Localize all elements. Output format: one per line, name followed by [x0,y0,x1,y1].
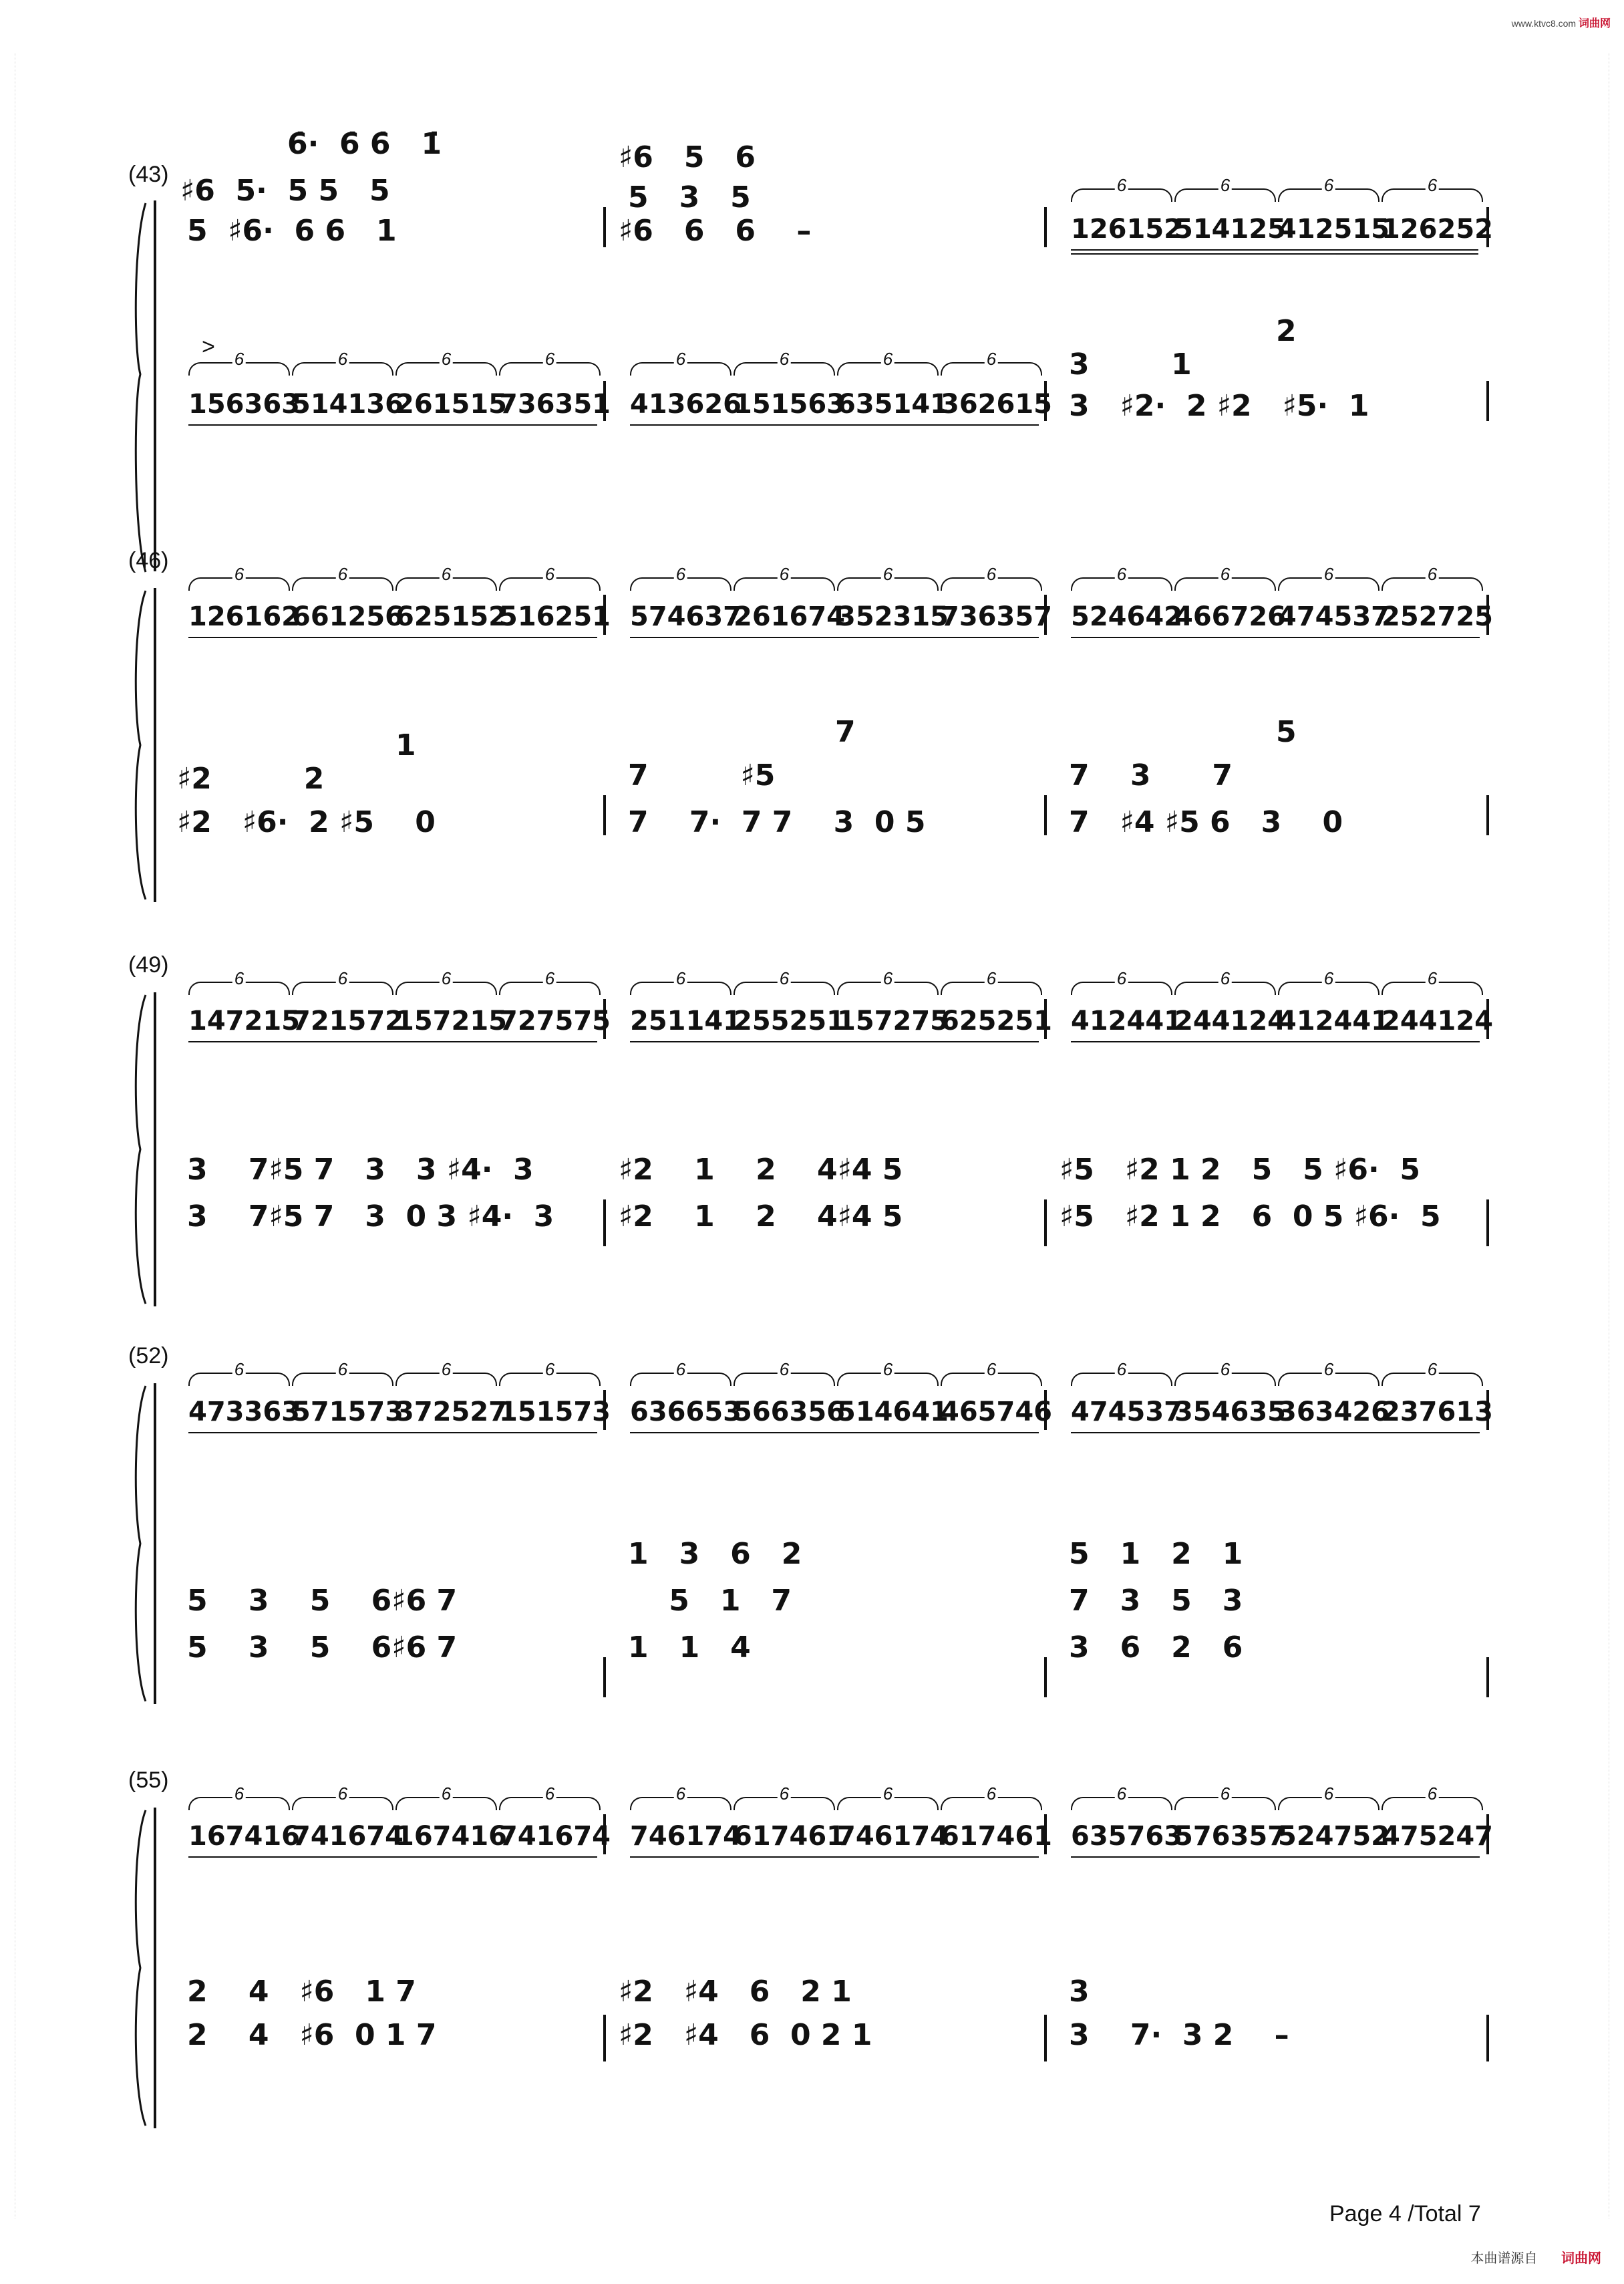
beam [188,1432,597,1433]
barline [603,1199,606,1246]
sextuplet-bracket: 6 [188,577,290,591]
sixteenth-group: 721572 [292,1006,403,1036]
sixteenth-group: 255251 [734,1006,845,1036]
sextuplet-bracket: 6 [1174,1797,1276,1810]
sextuplet-bracket: 6 [1382,982,1483,995]
barline [1044,207,1047,247]
sixteenth-group: 736351 [499,389,611,420]
sextuplet-bracket: 6 [1174,982,1276,995]
sextuplet-bracket: 6 [837,1797,939,1810]
chord-top: ♯5 ♯2 1 2 5 5 ♯6· 5 [1060,1153,1420,1187]
chord-bottom: 5 3 5 6♯6 7 [187,1630,458,1665]
chord-bottom: ♯2 1 2 4♯4 5 [619,1199,903,1234]
sixteenth-group: 625152 [395,601,507,632]
sixteenth-group: 746174 [630,1821,742,1852]
sextuplet-bracket: 6 [1071,188,1172,202]
sixteenth-group: 514641 [837,1397,949,1427]
beam [1071,637,1480,638]
chord-bottom: ♯2 ♯4 6 0 2 1 [619,2018,872,2052]
chord-bottom: 7 7· 7 7 3 0 5 [628,805,926,839]
sixteenth-group: 261515 [395,389,507,420]
sextuplet-bracket: 6 [630,577,732,591]
beam [188,1041,597,1042]
system-line [154,992,156,1306]
sixteenth-group: 352315 [837,601,949,632]
sextuplet-bracket: 6 [188,1373,290,1386]
sextuplet-bracket: 6 [630,982,732,995]
sixteenth-group: 746174 [837,1821,949,1852]
sixteenth-group: 524642 [1071,601,1182,632]
chord-top: 5 3 5 6♯6 7 [187,1584,458,1618]
sixteenth-group: 514136 [292,389,403,420]
sixteenth-group: 741674 [499,1821,611,1852]
site-footer-source: 本曲谱源自 [1470,2251,1538,2266]
sextuplet-bracket: 6 [292,362,393,376]
beam [630,424,1039,426]
sextuplet-bracket: 6 [1278,982,1379,995]
sixteenth-group: 635763 [1071,1821,1182,1852]
brace [131,1383,148,1704]
barline [1044,1199,1047,1246]
beam [630,1856,1039,1858]
site-footer [1470,2247,1601,2267]
sixteenth-group: 571573 [292,1397,403,1427]
upper-row-2: ♯6 5· 5 5 5 [180,174,390,208]
sextuplet-bracket: 6 [395,1797,497,1810]
chord-bottom: 3 7· 3 2 – [1069,2018,1289,2052]
arpeggio-top: 1 3 6 2 [628,1537,802,1571]
sixteenth-group: 167416 [188,1821,300,1852]
arpeggio-top: 5 1 2 1 [1069,1537,1243,1571]
chord-top: ♯2 ♯4 6 2 1 [619,1975,852,2009]
measure-number: (43) [128,162,169,187]
sextuplet-bracket: 6 [837,1373,939,1386]
sixteenth-group: 363426 [1278,1397,1390,1427]
sixteenth-group: 617461 [734,1821,845,1852]
beam [1071,1041,1480,1042]
measure-number: (52) [128,1343,169,1369]
arpeggio-bottom: 3 6 2 6 [1069,1630,1243,1665]
barline [1044,1657,1047,1697]
sixteenth-group: 412441 [1278,1006,1390,1036]
sixteenth-group: 741674 [292,1821,403,1852]
sextuplet-bracket: 6 [1382,1373,1483,1386]
sixteenth-group: 465746 [941,1397,1052,1427]
sextuplet-bracket: 6 [734,362,835,376]
chord-mid: 7 ♯5 [628,758,776,793]
barline [1044,795,1047,835]
chord-top: 3 [1069,1975,1090,2009]
sixteenth-group: 617461 [941,1821,1052,1852]
sixteenth-group: 473363 [188,1397,300,1427]
sixteenth-group: 516251 [499,601,611,632]
sixteenth-group: 362615 [941,389,1052,420]
sextuplet-bracket: 6 [1174,577,1276,591]
sixteenth-group: 625251 [941,1006,1052,1036]
sextuplet-bracket: 6 [734,982,835,995]
sextuplet-bracket: 6 [395,577,497,591]
brace [131,1808,148,2128]
chord-bottom: 3 7♯5 7 3 0 3 ♯4· 3 [187,1199,554,1234]
sixteenth-group: 636653 [630,1397,742,1427]
beam [630,1432,1039,1433]
beam [1071,253,1478,255]
sextuplet-bracket: 6 [292,1797,393,1810]
barline [603,207,606,247]
sextuplet-bracket: 6 [941,1373,1042,1386]
sixteenth-group: 147215 [188,1006,300,1036]
beam [1071,1432,1480,1433]
chord-bottom: ♯5 ♯2 1 2 6 0 5 ♯6· 5 [1060,1199,1441,1234]
sextuplet-bracket: 6 [1278,188,1379,202]
m2-row-1: ♯6 5 6 [619,140,756,174]
system-line [154,1383,156,1704]
sixteenth-group: 412515 [1278,214,1390,245]
sixteenth-group: 576357 [1174,1821,1286,1852]
system-52 [0,1343,1624,1691]
accent-mark: > [202,334,215,360]
sextuplet-bracket: 6 [292,577,393,591]
m2-row-3: ♯6 6 6 – [619,214,812,248]
barline [603,1657,606,1697]
chord-bottom: ♯2 ♯6· 2 ♯5 0 [177,805,436,839]
beam [188,424,597,426]
sixteenth-group: 524752 [1278,1821,1390,1852]
sextuplet-bracket: 6 [1174,1373,1276,1386]
measure-number: (55) [128,1767,169,1793]
sextuplet-bracket: 6 [1382,1797,1483,1810]
chord-mid: 7 3 7 [1069,758,1233,793]
sextuplet-bracket: 6 [1382,188,1483,202]
sextuplet-bracket: 6 [630,1373,732,1386]
sixteenth-group: 475247 [1382,1821,1493,1852]
sixteenth-group: 157215 [395,1006,507,1036]
brace [131,992,148,1306]
site-brand: 词曲网 [1578,18,1611,29]
system-line [154,588,156,902]
sixteenth-group: 727575 [499,1006,611,1036]
barline [1486,2015,1489,2061]
sixteenth-group: 237613 [1382,1397,1493,1427]
sextuplet-bracket: 6 [630,362,732,376]
sixteenth-group: 252725 [1382,601,1493,632]
sixteenth-group: 661256 [292,601,403,632]
sextuplet-bracket: 6 [1071,577,1172,591]
sixteenth-group: 251141 [630,1006,742,1036]
sextuplet-bracket: 6 [941,1797,1042,1810]
beam [188,1856,597,1858]
sixteenth-group: 167416 [395,1821,507,1852]
sextuplet-bracket: 6 [1071,1797,1172,1810]
chord-bottom: 3 ♯2· 2 ♯2 ♯5· 1 [1069,389,1369,423]
arpeggio-mid: 5 1 7 [628,1584,792,1618]
chord-top: 5 [1276,715,1297,749]
sixteenth-group: 156363 [188,389,300,420]
measure-number: (46) [128,548,169,573]
brace [131,588,148,902]
brace [131,200,148,575]
sixteenth-group: 413626 [630,389,742,420]
arpeggio-bottom: 1 1 4 [628,1630,751,1665]
measure-number: (49) [128,952,169,978]
sixteenth-group: 157275 [837,1006,949,1036]
sextuplet-bracket: 6 [499,362,601,376]
sixteenth-group: 126152 [1071,214,1182,245]
sextuplet-bracket: 6 [499,1797,601,1810]
sextuplet-bracket: 6 [292,982,393,995]
barline [1044,2015,1047,2061]
sextuplet-bracket: 6 [1278,577,1379,591]
sextuplet-bracket: 6 [395,1373,497,1386]
beam [630,637,1039,638]
sixteenth-group: 151563 [734,389,845,420]
sextuplet-bracket: 6 [837,577,939,591]
chord-mid: ♯2 2 [177,762,325,796]
sextuplet-bracket: 6 [941,982,1042,995]
sixteenth-group: 574637 [630,601,742,632]
sixteenth-group: 372527 [395,1397,507,1427]
sixteenth-group: 474537 [1278,601,1390,632]
sextuplet-bracket: 6 [188,1797,290,1810]
chord-top: 3 7♯5 7 3 3 ♯4· 3 [187,1153,534,1187]
upper-row-3: 5 ♯6· 6 6 1 [187,214,397,248]
system-55 [0,1767,1624,2102]
sextuplet-bracket: 6 [499,577,601,591]
sextuplet-bracket: 6 [837,982,939,995]
chord-top: 2 4 ♯6 1 7 [187,1975,416,2009]
system-line [154,1808,156,2128]
arpeggio-mid: 7 3 5 3 [1069,1584,1243,1618]
sextuplet-bracket: 6 [188,362,290,376]
barline [1486,795,1489,835]
sixteenth-group: 126252 [1382,214,1493,245]
sixteenth-group: 466726 [1174,601,1286,632]
sextuplet-bracket: 6 [1071,1373,1172,1386]
sextuplet-bracket: 6 [941,362,1042,376]
sextuplet-bracket: 6 [188,982,290,995]
sextuplet-bracket: 6 [734,577,835,591]
chord-mid: 3 1 [1069,347,1192,382]
system-46 [0,548,1624,882]
sixteenth-group: 151573 [499,1397,611,1427]
sextuplet-bracket: 6 [395,982,497,995]
sixteenth-group: 514125 [1174,214,1286,245]
sextuplet-bracket: 6 [1174,188,1276,202]
system-43 [0,114,1624,461]
beam [1071,249,1478,251]
barline [603,795,606,835]
upper-row-1: 6̇· 6̇ 6̇ 1̇ [287,127,442,161]
barline [1486,1199,1489,1246]
sextuplet-bracket: 6 [1071,982,1172,995]
sextuplet-bracket: 6 [499,982,601,995]
system-line [154,200,156,571]
sextuplet-bracket: 6 [941,577,1042,591]
sixteenth-group: 354635 [1174,1397,1286,1427]
sextuplet-bracket: 6 [837,362,939,376]
sixteenth-group: 244124 [1174,1006,1286,1036]
chord-top: 7 [835,715,856,749]
chord-top: 2 [1276,314,1297,348]
sixteenth-group: 736357 [941,601,1052,632]
sixteenth-group: 126162 [188,601,300,632]
sextuplet-bracket: 6 [1278,1373,1379,1386]
sixteenth-group: 635141 [837,389,949,420]
system-49 [0,952,1624,1286]
sixteenth-group: 244124 [1382,1006,1493,1036]
sixteenth-group: 261674 [734,601,845,632]
barline [1486,381,1489,421]
sextuplet-bracket: 6 [395,362,497,376]
barline [1486,1657,1489,1697]
chord-top: 1 [395,728,416,762]
sextuplet-bracket: 6 [630,1797,732,1810]
page-number: Page 4 /Total 7 [1329,2201,1481,2227]
sextuplet-bracket: 6 [292,1373,393,1386]
site-footer-brand: 词曲网 [1561,2251,1601,2266]
beam [188,637,597,638]
sextuplet-bracket: 6 [734,1797,835,1810]
site-header [1512,15,1611,30]
site-url[interactable]: www.ktvc8.com [1511,18,1577,29]
m2-row-2: 5 3 5 [628,180,751,215]
chord-top: ♯2 1 2 4♯4 5 [619,1153,903,1187]
beam [1071,1856,1480,1858]
chord-bottom: 2 4 ♯6 0 1 7 [187,2018,437,2052]
chord-bottom: 7 ♯4 ♯5 6 3 0 [1069,805,1343,839]
barline [603,2015,606,2061]
sextuplet-bracket: 6 [1382,577,1483,591]
sixteenth-group: 566356 [734,1397,845,1427]
sixteenth-group: 412441 [1071,1006,1182,1036]
beam [630,1041,1039,1042]
sixteenth-group: 474537 [1071,1397,1182,1427]
sextuplet-bracket: 6 [1278,1797,1379,1810]
sextuplet-bracket: 6 [499,1373,601,1386]
sextuplet-bracket: 6 [734,1373,835,1386]
